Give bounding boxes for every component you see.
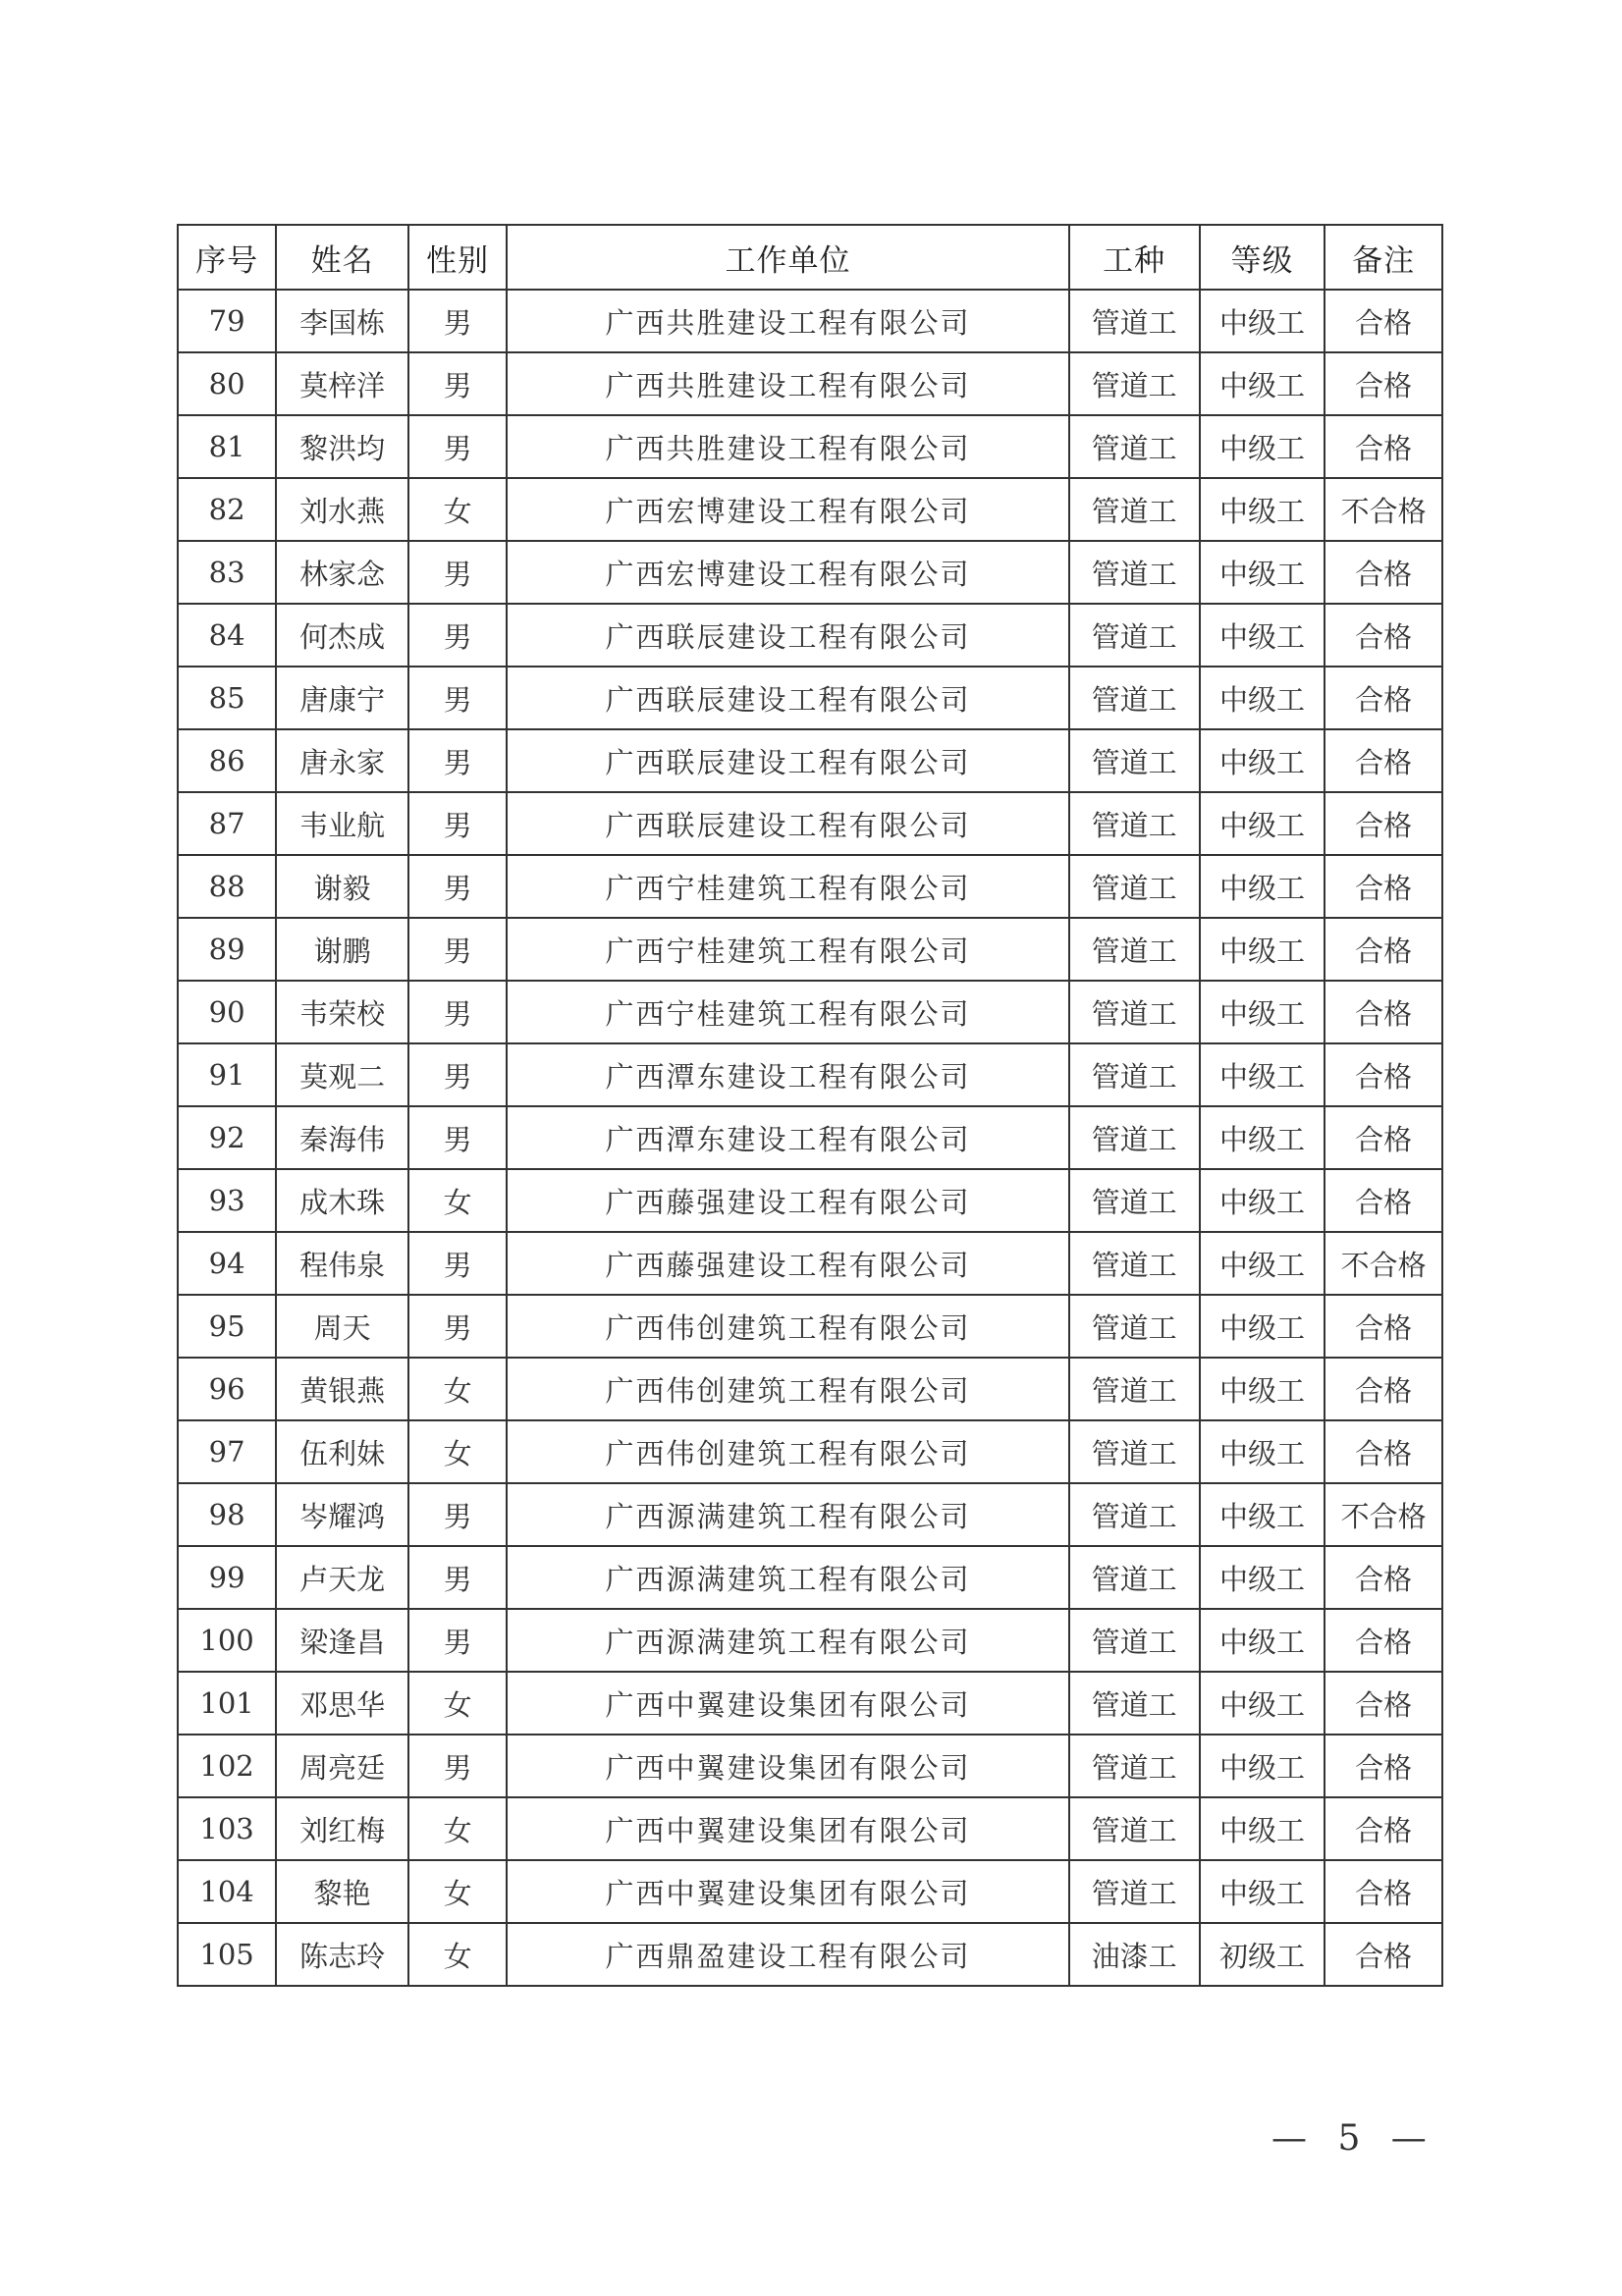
cell-no: 98 <box>178 1483 276 1546</box>
table-row <box>178 1420 1442 1483</box>
cell-no: 89 <box>178 918 276 981</box>
cell-remark: 合格 <box>1325 1672 1442 1735</box>
cell-gender: 男 <box>408 1232 507 1295</box>
cell-company: 广西联辰建设工程有限公司 <box>507 604 1068 667</box>
cell-no: 83 <box>178 541 276 604</box>
cell-name: 周亮廷 <box>276 1735 408 1797</box>
cell-gender: 男 <box>408 1609 507 1672</box>
page-number: — 5 — <box>1271 2118 1436 2159</box>
cell-no: 95 <box>178 1295 276 1358</box>
cell-company: 广西中翼建设集团有限公司 <box>507 1860 1068 1923</box>
cell-remark: 合格 <box>1325 729 1442 792</box>
cell-gender: 男 <box>408 541 507 604</box>
cell-level: 中级工 <box>1200 792 1325 855</box>
cell-remark: 合格 <box>1325 1609 1442 1672</box>
cell-name: 谢毅 <box>276 855 408 918</box>
cell-trade: 管道工 <box>1069 729 1200 792</box>
cell-no: 102 <box>178 1735 276 1797</box>
cell-name: 秦海伟 <box>276 1106 408 1169</box>
cell-remark: 合格 <box>1325 415 1442 478</box>
table-row <box>178 1923 1442 1986</box>
cell-gender: 男 <box>408 981 507 1043</box>
cell-company: 广西共胜建设工程有限公司 <box>507 290 1068 352</box>
cell-level: 中级工 <box>1200 729 1325 792</box>
cell-company: 广西联辰建设工程有限公司 <box>507 729 1068 792</box>
cell-company: 广西潭东建设工程有限公司 <box>507 1043 1068 1106</box>
cell-no: 92 <box>178 1106 276 1169</box>
cell-company: 广西宁桂建筑工程有限公司 <box>507 855 1068 918</box>
cell-level: 中级工 <box>1200 478 1325 541</box>
table-row <box>178 1672 1442 1735</box>
cell-no: 88 <box>178 855 276 918</box>
header-remark: 备注 <box>1325 225 1442 290</box>
cell-company: 广西藤强建设工程有限公司 <box>507 1169 1068 1232</box>
cell-company: 广西鼎盈建设工程有限公司 <box>507 1923 1068 1986</box>
cell-no: 94 <box>178 1232 276 1295</box>
cell-remark: 合格 <box>1325 1358 1442 1420</box>
cell-level: 中级工 <box>1200 1546 1325 1609</box>
cell-level: 中级工 <box>1200 1672 1325 1735</box>
cell-no: 105 <box>178 1923 276 1986</box>
cell-remark: 合格 <box>1325 792 1442 855</box>
cell-trade: 管道工 <box>1069 1043 1200 1106</box>
cell-no: 84 <box>178 604 276 667</box>
cell-trade: 管道工 <box>1069 792 1200 855</box>
cell-trade: 管道工 <box>1069 855 1200 918</box>
cell-company: 广西共胜建设工程有限公司 <box>507 415 1068 478</box>
cell-trade: 管道工 <box>1069 1169 1200 1232</box>
cell-level: 初级工 <box>1200 1923 1325 1986</box>
cell-trade: 管道工 <box>1069 541 1200 604</box>
cell-no: 85 <box>178 667 276 729</box>
cell-level: 中级工 <box>1200 352 1325 415</box>
cell-company: 广西中翼建设集团有限公司 <box>507 1797 1068 1860</box>
table-body <box>178 290 1442 1986</box>
cell-trade: 管道工 <box>1069 1358 1200 1420</box>
table-row <box>178 478 1442 541</box>
cell-company: 广西联辰建设工程有限公司 <box>507 667 1068 729</box>
cell-remark: 合格 <box>1325 1169 1442 1232</box>
table-row <box>178 1546 1442 1609</box>
cell-name: 莫观二 <box>276 1043 408 1106</box>
cell-gender: 男 <box>408 604 507 667</box>
cell-level: 中级工 <box>1200 1420 1325 1483</box>
cell-company: 广西源满建筑工程有限公司 <box>507 1609 1068 1672</box>
cell-name: 黄银燕 <box>276 1358 408 1420</box>
cell-company: 广西宁桂建筑工程有限公司 <box>507 918 1068 981</box>
cell-trade: 管道工 <box>1069 1483 1200 1546</box>
cell-name: 韦荣校 <box>276 981 408 1043</box>
cell-name: 谢鹏 <box>276 918 408 981</box>
cell-trade: 管道工 <box>1069 1609 1200 1672</box>
cell-company: 广西中翼建设集团有限公司 <box>507 1672 1068 1735</box>
cell-name: 莫梓洋 <box>276 352 408 415</box>
table-row <box>178 729 1442 792</box>
cell-name: 卢天龙 <box>276 1546 408 1609</box>
cell-remark: 合格 <box>1325 855 1442 918</box>
table-row <box>178 1106 1442 1169</box>
roster-table <box>177 224 1443 1987</box>
cell-level: 中级工 <box>1200 918 1325 981</box>
cell-trade: 管道工 <box>1069 918 1200 981</box>
table-row <box>178 352 1442 415</box>
cell-level: 中级工 <box>1200 604 1325 667</box>
cell-remark: 合格 <box>1325 352 1442 415</box>
table-row <box>178 1735 1442 1797</box>
cell-remark: 合格 <box>1325 1420 1442 1483</box>
table-row <box>178 541 1442 604</box>
cell-name: 周天 <box>276 1295 408 1358</box>
cell-name: 刘水燕 <box>276 478 408 541</box>
cell-no: 100 <box>178 1609 276 1672</box>
cell-company: 广西中翼建设集团有限公司 <box>507 1735 1068 1797</box>
cell-name: 伍利妹 <box>276 1420 408 1483</box>
cell-level: 中级工 <box>1200 981 1325 1043</box>
cell-gender: 男 <box>408 415 507 478</box>
cell-level: 中级工 <box>1200 415 1325 478</box>
cell-name: 林家念 <box>276 541 408 604</box>
cell-company: 广西源满建筑工程有限公司 <box>507 1483 1068 1546</box>
cell-level: 中级工 <box>1200 1043 1325 1106</box>
cell-no: 80 <box>178 352 276 415</box>
cell-no: 99 <box>178 1546 276 1609</box>
cell-gender: 男 <box>408 1546 507 1609</box>
cell-remark: 合格 <box>1325 1106 1442 1169</box>
cell-no: 87 <box>178 792 276 855</box>
cell-gender: 女 <box>408 1860 507 1923</box>
cell-remark: 不合格 <box>1325 1232 1442 1295</box>
header-gender: 性别 <box>408 225 507 290</box>
cell-gender: 女 <box>408 1923 507 1986</box>
cell-company: 广西宏博建设工程有限公司 <box>507 541 1068 604</box>
cell-company: 广西伟创建筑工程有限公司 <box>507 1358 1068 1420</box>
cell-level: 中级工 <box>1200 1609 1325 1672</box>
cell-name: 唐永家 <box>276 729 408 792</box>
cell-trade: 管道工 <box>1069 1295 1200 1358</box>
table-row <box>178 1483 1442 1546</box>
cell-company: 广西源满建筑工程有限公司 <box>507 1546 1068 1609</box>
cell-remark: 合格 <box>1325 1797 1442 1860</box>
table-row <box>178 918 1442 981</box>
cell-no: 96 <box>178 1358 276 1420</box>
cell-gender: 男 <box>408 729 507 792</box>
cell-trade: 油漆工 <box>1069 1923 1200 1986</box>
cell-remark: 合格 <box>1325 981 1442 1043</box>
cell-gender: 男 <box>408 290 507 352</box>
cell-no: 103 <box>178 1797 276 1860</box>
cell-trade: 管道工 <box>1069 1672 1200 1735</box>
cell-remark: 合格 <box>1325 604 1442 667</box>
cell-gender: 男 <box>408 1483 507 1546</box>
cell-name: 李国栋 <box>276 290 408 352</box>
cell-gender: 女 <box>408 1797 507 1860</box>
cell-level: 中级工 <box>1200 290 1325 352</box>
cell-trade: 管道工 <box>1069 1735 1200 1797</box>
cell-no: 91 <box>178 1043 276 1106</box>
cell-trade: 管道工 <box>1069 1546 1200 1609</box>
cell-level: 中级工 <box>1200 1860 1325 1923</box>
cell-name: 黎洪均 <box>276 415 408 478</box>
cell-trade: 管道工 <box>1069 415 1200 478</box>
cell-remark: 合格 <box>1325 667 1442 729</box>
table-row <box>178 1295 1442 1358</box>
table-row <box>178 1043 1442 1106</box>
cell-trade: 管道工 <box>1069 1797 1200 1860</box>
cell-level: 中级工 <box>1200 1797 1325 1860</box>
cell-name: 何杰成 <box>276 604 408 667</box>
cell-no: 82 <box>178 478 276 541</box>
cell-no: 97 <box>178 1420 276 1483</box>
cell-name: 唐康宁 <box>276 667 408 729</box>
cell-remark: 合格 <box>1325 541 1442 604</box>
table-row <box>178 290 1442 352</box>
cell-level: 中级工 <box>1200 855 1325 918</box>
cell-trade: 管道工 <box>1069 981 1200 1043</box>
cell-company: 广西藤强建设工程有限公司 <box>507 1232 1068 1295</box>
cell-trade: 管道工 <box>1069 1106 1200 1169</box>
cell-gender: 男 <box>408 792 507 855</box>
table-row <box>178 855 1442 918</box>
cell-gender: 女 <box>408 1420 507 1483</box>
cell-company: 广西潭东建设工程有限公司 <box>507 1106 1068 1169</box>
cell-no: 90 <box>178 981 276 1043</box>
cell-remark: 合格 <box>1325 1043 1442 1106</box>
cell-name: 梁逢昌 <box>276 1609 408 1672</box>
cell-name: 陈志玲 <box>276 1923 408 1986</box>
cell-company: 广西伟创建筑工程有限公司 <box>507 1295 1068 1358</box>
cell-company: 广西宁桂建筑工程有限公司 <box>507 981 1068 1043</box>
cell-remark: 合格 <box>1325 918 1442 981</box>
cell-no: 86 <box>178 729 276 792</box>
table-row <box>178 1232 1442 1295</box>
cell-level: 中级工 <box>1200 1169 1325 1232</box>
table-row <box>178 1860 1442 1923</box>
cell-company: 广西共胜建设工程有限公司 <box>507 352 1068 415</box>
cell-level: 中级工 <box>1200 1483 1325 1546</box>
cell-gender: 男 <box>408 352 507 415</box>
table-row <box>178 1169 1442 1232</box>
cell-level: 中级工 <box>1200 1295 1325 1358</box>
cell-remark: 合格 <box>1325 1735 1442 1797</box>
cell-trade: 管道工 <box>1069 667 1200 729</box>
cell-no: 79 <box>178 290 276 352</box>
header-name: 姓名 <box>276 225 408 290</box>
cell-company: 广西宏博建设工程有限公司 <box>507 478 1068 541</box>
cell-gender: 男 <box>408 1295 507 1358</box>
cell-no: 104 <box>178 1860 276 1923</box>
cell-gender: 女 <box>408 1358 507 1420</box>
cell-trade: 管道工 <box>1069 1860 1200 1923</box>
header-level: 等级 <box>1200 225 1325 290</box>
cell-name: 邓思华 <box>276 1672 408 1735</box>
cell-gender: 男 <box>408 1043 507 1106</box>
table-header-row <box>178 225 1442 290</box>
cell-name: 岑耀鸿 <box>276 1483 408 1546</box>
cell-remark: 合格 <box>1325 290 1442 352</box>
table-row <box>178 415 1442 478</box>
cell-level: 中级工 <box>1200 1358 1325 1420</box>
cell-level: 中级工 <box>1200 1106 1325 1169</box>
cell-gender: 女 <box>408 1169 507 1232</box>
table-row <box>178 981 1442 1043</box>
cell-company: 广西伟创建筑工程有限公司 <box>507 1420 1068 1483</box>
cell-gender: 男 <box>408 1106 507 1169</box>
cell-gender: 男 <box>408 918 507 981</box>
cell-trade: 管道工 <box>1069 478 1200 541</box>
cell-no: 81 <box>178 415 276 478</box>
cell-gender: 男 <box>408 667 507 729</box>
cell-name: 黎艳 <box>276 1860 408 1923</box>
table-row <box>178 1609 1442 1672</box>
cell-trade: 管道工 <box>1069 1232 1200 1295</box>
cell-remark: 不合格 <box>1325 478 1442 541</box>
cell-gender: 男 <box>408 1735 507 1797</box>
header-trade: 工种 <box>1069 225 1200 290</box>
table-row <box>178 667 1442 729</box>
cell-level: 中级工 <box>1200 1232 1325 1295</box>
cell-gender: 女 <box>408 1672 507 1735</box>
cell-no: 93 <box>178 1169 276 1232</box>
cell-trade: 管道工 <box>1069 604 1200 667</box>
cell-remark: 合格 <box>1325 1923 1442 1986</box>
cell-level: 中级工 <box>1200 541 1325 604</box>
cell-name: 程伟泉 <box>276 1232 408 1295</box>
cell-level: 中级工 <box>1200 667 1325 729</box>
table-row <box>178 792 1442 855</box>
cell-company: 广西联辰建设工程有限公司 <box>507 792 1068 855</box>
cell-name: 成木珠 <box>276 1169 408 1232</box>
cell-name: 刘红梅 <box>276 1797 408 1860</box>
cell-trade: 管道工 <box>1069 1420 1200 1483</box>
header-company: 工作单位 <box>507 225 1068 290</box>
cell-trade: 管道工 <box>1069 290 1200 352</box>
cell-level: 中级工 <box>1200 1735 1325 1797</box>
cell-name: 韦业航 <box>276 792 408 855</box>
cell-gender: 女 <box>408 478 507 541</box>
header-no: 序号 <box>178 225 276 290</box>
cell-gender: 男 <box>408 855 507 918</box>
table-row <box>178 1358 1442 1420</box>
cell-remark: 合格 <box>1325 1860 1442 1923</box>
cell-remark: 合格 <box>1325 1546 1442 1609</box>
table-row <box>178 604 1442 667</box>
cell-remark: 不合格 <box>1325 1483 1442 1546</box>
cell-trade: 管道工 <box>1069 352 1200 415</box>
cell-no: 101 <box>178 1672 276 1735</box>
table-row <box>178 1797 1442 1860</box>
cell-remark: 合格 <box>1325 1295 1442 1358</box>
